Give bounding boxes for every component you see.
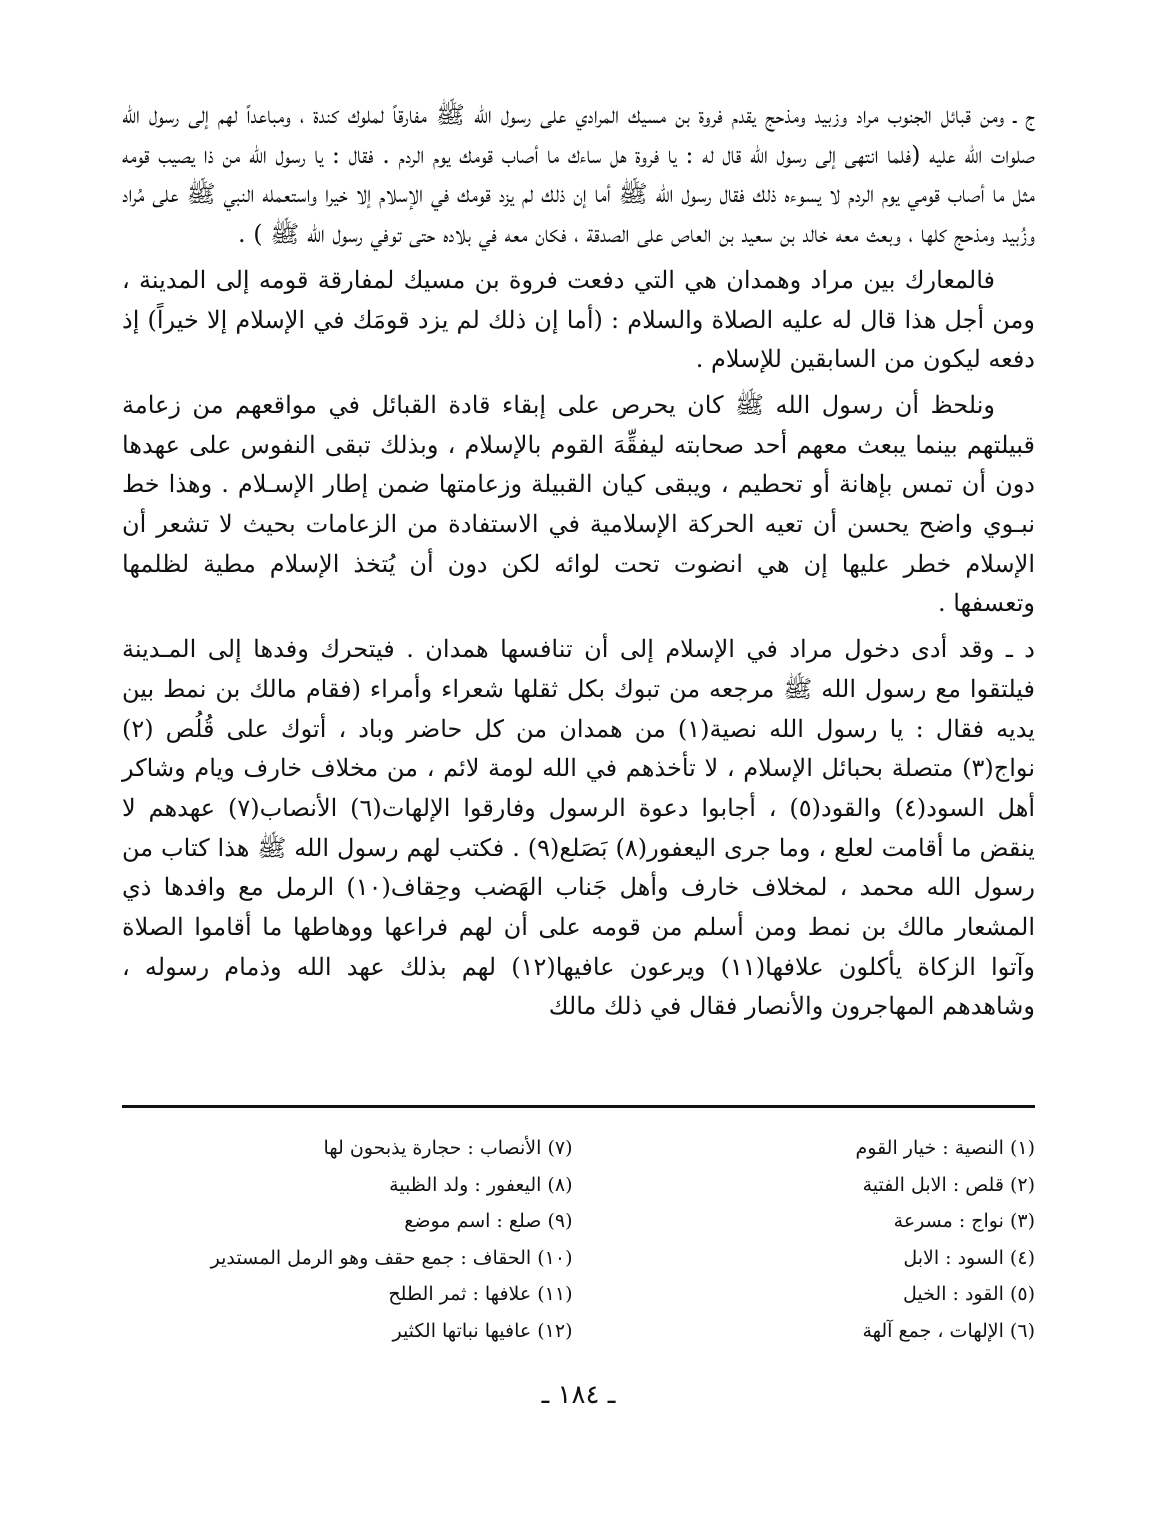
footnotes-column-left bbox=[170, 1130, 573, 1349]
footnotes bbox=[170, 1130, 1035, 1349]
paragraph-c: ج ـ ومن قبائل الجنوب مراد وزبيد ومذحج يقدم فروة بن مسيك المرادي على رسول الله ﷺ مفارقاً لملوك كندة ، ومباعداً لهم إلى رسول الله صلوات الله عليه (فلما انتهى إلى رسول الله قال له : يا فروة هل ساءك ما أصاب قومك يوم الردم . فقال : يا رسول الله من ذا يصيب قومه مثل ما أصاب قومي يوم الردم لا يسوءه ذلك فقال رسول الله ﷺ أما إن ذلك لم يزد قومك في الإسلام إلا خيرا واستعمله النبي ﷺ على مُراد وزُبيد ومذحج كلها ، وبعث معه خالد بن سعيد بن العاص على الصدقة ، فكان معه في بلاده حتى توفي رسول الله ﷺ ) . bbox=[122, 101, 1036, 249]
footnote-8: (٨) اليعفور : ولد الظبية bbox=[389, 1173, 573, 1196]
footnote-5: (٥) القود : الخيل bbox=[903, 1283, 1035, 1305]
paragraph-leaders: ونلحظ أن رسول الله ﷺ كان يحرص على إبقاء قادة القبائل في مواقعهم من زعامة قبيلتهم بينما يبعث معهم أحد صحابته ليفقِّهَ القوم بالإسلام ، وبذلك تبقى النفوس على عهدها دون أن تمس بإهانة أو تحطيم ، ويبقى كيان القبيلة وزعامتها ضمن إطار الإسـلام . وهذا خط نبـوي واضح يحسن أن تعيه الحركة الإسلامية في الاستفادة من الزعامات بحيث لا تشعر أن الإسلام خطر عليها إن هي انضوت تحت لوائه لكن دون أن يُتخذ الإسلام مطية لظلمها وتعسفها . bbox=[122, 390, 1035, 618]
paragraph-d: د ـ وقد أدى دخول مراد في الإسلام إلى أن تنافسها همدان . فيتحرك وفدها إلى المـدينة فيلتقوا مع رسول الله ﷺ مرجعه من تبوك بكل ثقلها شعراء وأمراء (فقام مالك بن نمط بين يديه فقال : يا رسول الله نصية(١) من همدان من كل حاضر وباد ، أتوك على قُلُص (٢) نواج(٣) متصلة بحبائل الإسلام ، لا تأخذهم في الله لومة لائم ، من مخلاف خارف ويام وشاكر أهل السود(٤) والقود(٥) ، أجابوا دعوة الرسول وفارقوا الإلهات(٦) الأنصاب(٧) عهدهم لا ينقض ما أقامت لعلع ، وما جرى اليعفور(٨) بَصَلع(٩) . فكتب لهم رسول الله ﷺ هذا كتاب من رسول الله محمد ، لمخلاف خارف وأهل جَناب الهَضب وحِقاف(١٠) الرمل مع وافدها ذي المشعار مالك بن نمط ومن أسلم من قومه على أن لهم فراعها ووهاطها ما أقاموا الصلاة وآتوا الزكاة يأكلون علافها(١١) ويرعون عافيها(١٢) لهم بذلك عهد الله وذمام رسوله ، وشاهدهم المهاجرون والأنصار فقال في ذلك مالك bbox=[122, 635, 1036, 1021]
footnote-2: (٢) قلص : الابل الفتية bbox=[862, 1173, 1035, 1196]
page-number: ـ ١٨٤ ـ bbox=[541, 1380, 616, 1410]
footnote-11: (١١) علافها : ثمر الطلح bbox=[388, 1283, 573, 1305]
footnote-1: (١) النصية : خيار القوم bbox=[855, 1137, 1035, 1159]
body-text bbox=[122, 96, 1035, 1027]
footnote-10: (١٠) الحقاف : جمع حقف وهو الرمل المستدير bbox=[210, 1246, 573, 1269]
footnote-4: (٤) السود : الابل bbox=[903, 1246, 1035, 1269]
footnotes-column-right bbox=[633, 1130, 1036, 1349]
footnote-divider bbox=[122, 1105, 1035, 1108]
footnote-7: (٧) الأنصاب : حجارة يذبحون لها bbox=[323, 1137, 573, 1159]
footnote-3: (٣) نواج : مسرعة bbox=[893, 1210, 1035, 1232]
footnote-12: (١٢) عافيها نباتها الكثير bbox=[392, 1319, 573, 1342]
footnote-9: (٩) صلع : اسم موضع bbox=[404, 1210, 573, 1232]
paragraph-battles: فالمعارك بين مراد وهمدان هي التي دفعت فروة بن مسيك لمفارقة قومه إلى المدينة ، ومن أجل هذا قال له عليه الصلاة والسلام : (أما إن ذلك لم يزد قومَك في الإسلام إلا خيراً) إذ دفعه ليكون من السابقين للإسلام . bbox=[122, 265, 1035, 374]
footnote-6: (٦) الإلهات ، جمع آلهة bbox=[862, 1319, 1035, 1342]
